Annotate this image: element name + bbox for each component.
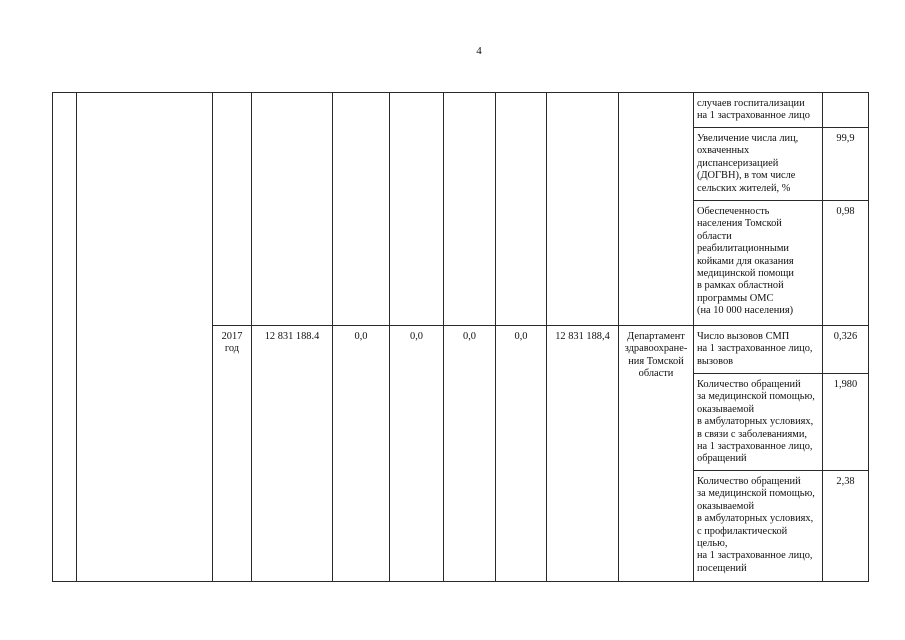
indicator-value bbox=[823, 93, 869, 128]
indicator-name: случаев госпитализации на 1 застрахованное лицо bbox=[694, 93, 823, 128]
amount-cell bbox=[252, 93, 333, 326]
indicator-value: 2,38 bbox=[823, 471, 869, 582]
task-cell bbox=[77, 93, 213, 582]
amount-cell bbox=[333, 93, 390, 326]
amount-cell bbox=[390, 93, 444, 326]
amount-cell bbox=[444, 93, 496, 326]
program-table bbox=[52, 92, 869, 582]
amount-cell bbox=[496, 93, 547, 326]
amount-cell bbox=[547, 93, 619, 326]
indicator-value: 1,980 bbox=[823, 374, 869, 471]
executor-cell: Департамент здравоохране- ния Томской области bbox=[619, 326, 694, 582]
table-row bbox=[53, 93, 869, 128]
amount-cell: 0,0 bbox=[333, 326, 390, 582]
page-number: 4 bbox=[476, 45, 482, 57]
indicator-name: Увеличение числа лиц, охваченных диспансеризацией (ДОГВН), в том числе сельских жителей, % bbox=[694, 128, 823, 201]
indicator-name: Обеспеченность населения Томской области реабилитационными койками для оказания медицинской помощи в рамках областной программы ОМС (на 10 000 населения) bbox=[694, 201, 823, 326]
year-cell: 2017 год bbox=[213, 326, 252, 582]
amount-cell: 0,0 bbox=[390, 326, 444, 582]
year-cell bbox=[213, 93, 252, 326]
amount-cell: 0,0 bbox=[496, 326, 547, 582]
index-cell bbox=[53, 93, 77, 582]
indicator-value: 0,98 bbox=[823, 201, 869, 326]
indicator-name: Количество обращений за медицинской помощью, оказываемой в амбулаторных условиях, в связи с заболеваниями, на 1 застрахованное лицо, обращений bbox=[694, 374, 823, 471]
indicator-name: Количество обращений за медицинской помощью, оказываемой в амбулаторных условиях, с профилактической целью, на 1 застрахованное лицо, посещений bbox=[694, 471, 823, 582]
indicator-name: Число вызовов СМП на 1 застрахованное лицо, вызовов bbox=[694, 326, 823, 374]
amount-cell: 0,0 bbox=[444, 326, 496, 582]
indicator-value: 0,326 bbox=[823, 326, 869, 374]
executor-cell bbox=[619, 93, 694, 326]
indicator-value: 99,9 bbox=[823, 128, 869, 201]
amount-total: 12 831 188.4 bbox=[252, 326, 333, 582]
amount-oms: 12 831 188,4 bbox=[547, 326, 619, 582]
